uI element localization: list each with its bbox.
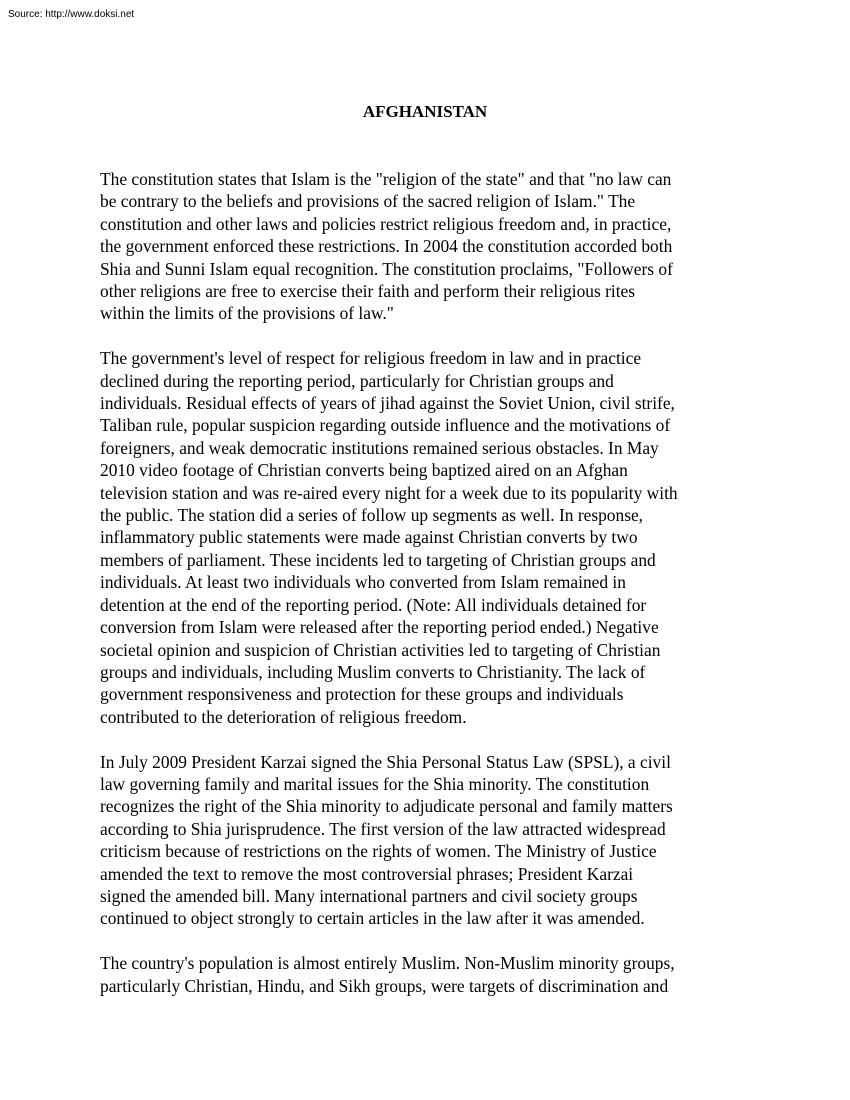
text-line: inflammatory public statements were made against Christian converts by two <box>100 527 638 548</box>
source-url-label: Source: http://www.doksi.net <box>8 9 135 20</box>
text-line: the government enforced these restrictions. In 2004 the constitution accorded both <box>100 236 673 257</box>
text-line: declined during the reporting period, particularly for Christian groups and <box>100 370 614 391</box>
text-line: 2010 video footage of Christian converts being baptized aired on an Afghan <box>100 460 628 481</box>
text-line: signed the amended bill. Many international partners and civil society groups <box>100 885 638 906</box>
text-line: Taliban rule, popular suspicion regarding outside influence and the motivations of <box>100 415 671 436</box>
text-line: the public. The station did a series of follow up segments as well. In response, <box>100 505 644 526</box>
paragraph-respect-decline <box>100 347 760 728</box>
text-line: foreigners, and weak democratic institutions remained serious obstacles. In May <box>100 437 659 458</box>
text-line: The country's population is almost entirely Muslim. Non-Muslim minority groups, <box>100 953 675 974</box>
text-line: television station and was re-aired every night for a week due to its popularity with <box>100 482 678 503</box>
text-line: conversion from Islam were released after the reporting period ended.) Negative <box>100 617 659 638</box>
paragraph-constitution <box>100 168 760 325</box>
text-line: recognizes the right of the Shia minority to adjudicate personal and family matters <box>100 796 673 817</box>
text-line: other religions are free to exercise their faith and perform their religious rites <box>100 281 636 302</box>
text-line: according to Shia jurisprudence. The first version of the law attracted widespread <box>100 818 666 839</box>
paragraph-spsl <box>100 751 760 930</box>
text-line: criticism because of restrictions on the rights of women. The Ministry of Justice <box>100 841 657 862</box>
text-line: within the limits of the provisions of law." <box>100 303 394 324</box>
text-line: continued to object strongly to certain articles in the law after it was amended. <box>100 908 645 929</box>
document-title: AFGHANISTAN <box>362 102 488 121</box>
text-line: constitution and other laws and policies restrict religious freedom and, in practice, <box>100 213 672 234</box>
paragraph-population <box>100 952 760 997</box>
text-line: contributed to the deterioration of religious freedom. <box>100 706 467 727</box>
text-line: individuals. Residual effects of years of jihad against the Soviet Union, civil strife, <box>100 393 675 414</box>
text-line: groups and individuals, including Muslim converts to Christianity. The lack of <box>100 661 646 682</box>
text-line: law governing family and marital issues for the Shia minority. The constitution <box>100 773 650 794</box>
text-line: In July 2009 President Karzai signed the Shia Personal Status Law (SPSL), a civil <box>100 751 671 772</box>
text-line: Shia and Sunni Islam equal recognition. The constitution proclaims, "Followers of <box>100 258 673 279</box>
text-line: The constitution states that Islam is the "religion of the state" and that "no law can <box>100 169 672 189</box>
text-line: members of parliament. These incidents led to targeting of Christian groups and <box>100 549 656 570</box>
text-line: amended the text to remove the most controversial phrases; President Karzai <box>100 863 634 884</box>
text-line: government responsiveness and protection for these groups and individuals <box>100 684 624 705</box>
document-body <box>100 168 760 1019</box>
text-line: particularly Christian, Hindu, and Sikh groups, were targets of discrimination and <box>100 975 669 996</box>
text-line: societal opinion and suspicion of Christian activities led to targeting of Christian <box>100 639 661 660</box>
text-line: The government's level of respect for religious freedom in law and in practice <box>100 348 642 369</box>
text-line: individuals. At least two individuals who converted from Islam remained in <box>100 572 626 593</box>
text-line: detention at the end of the reporting period. (Note: All individuals detained for <box>100 594 647 615</box>
text-line: be contrary to the beliefs and provisions of the sacred religion of Islam." The <box>100 191 636 212</box>
